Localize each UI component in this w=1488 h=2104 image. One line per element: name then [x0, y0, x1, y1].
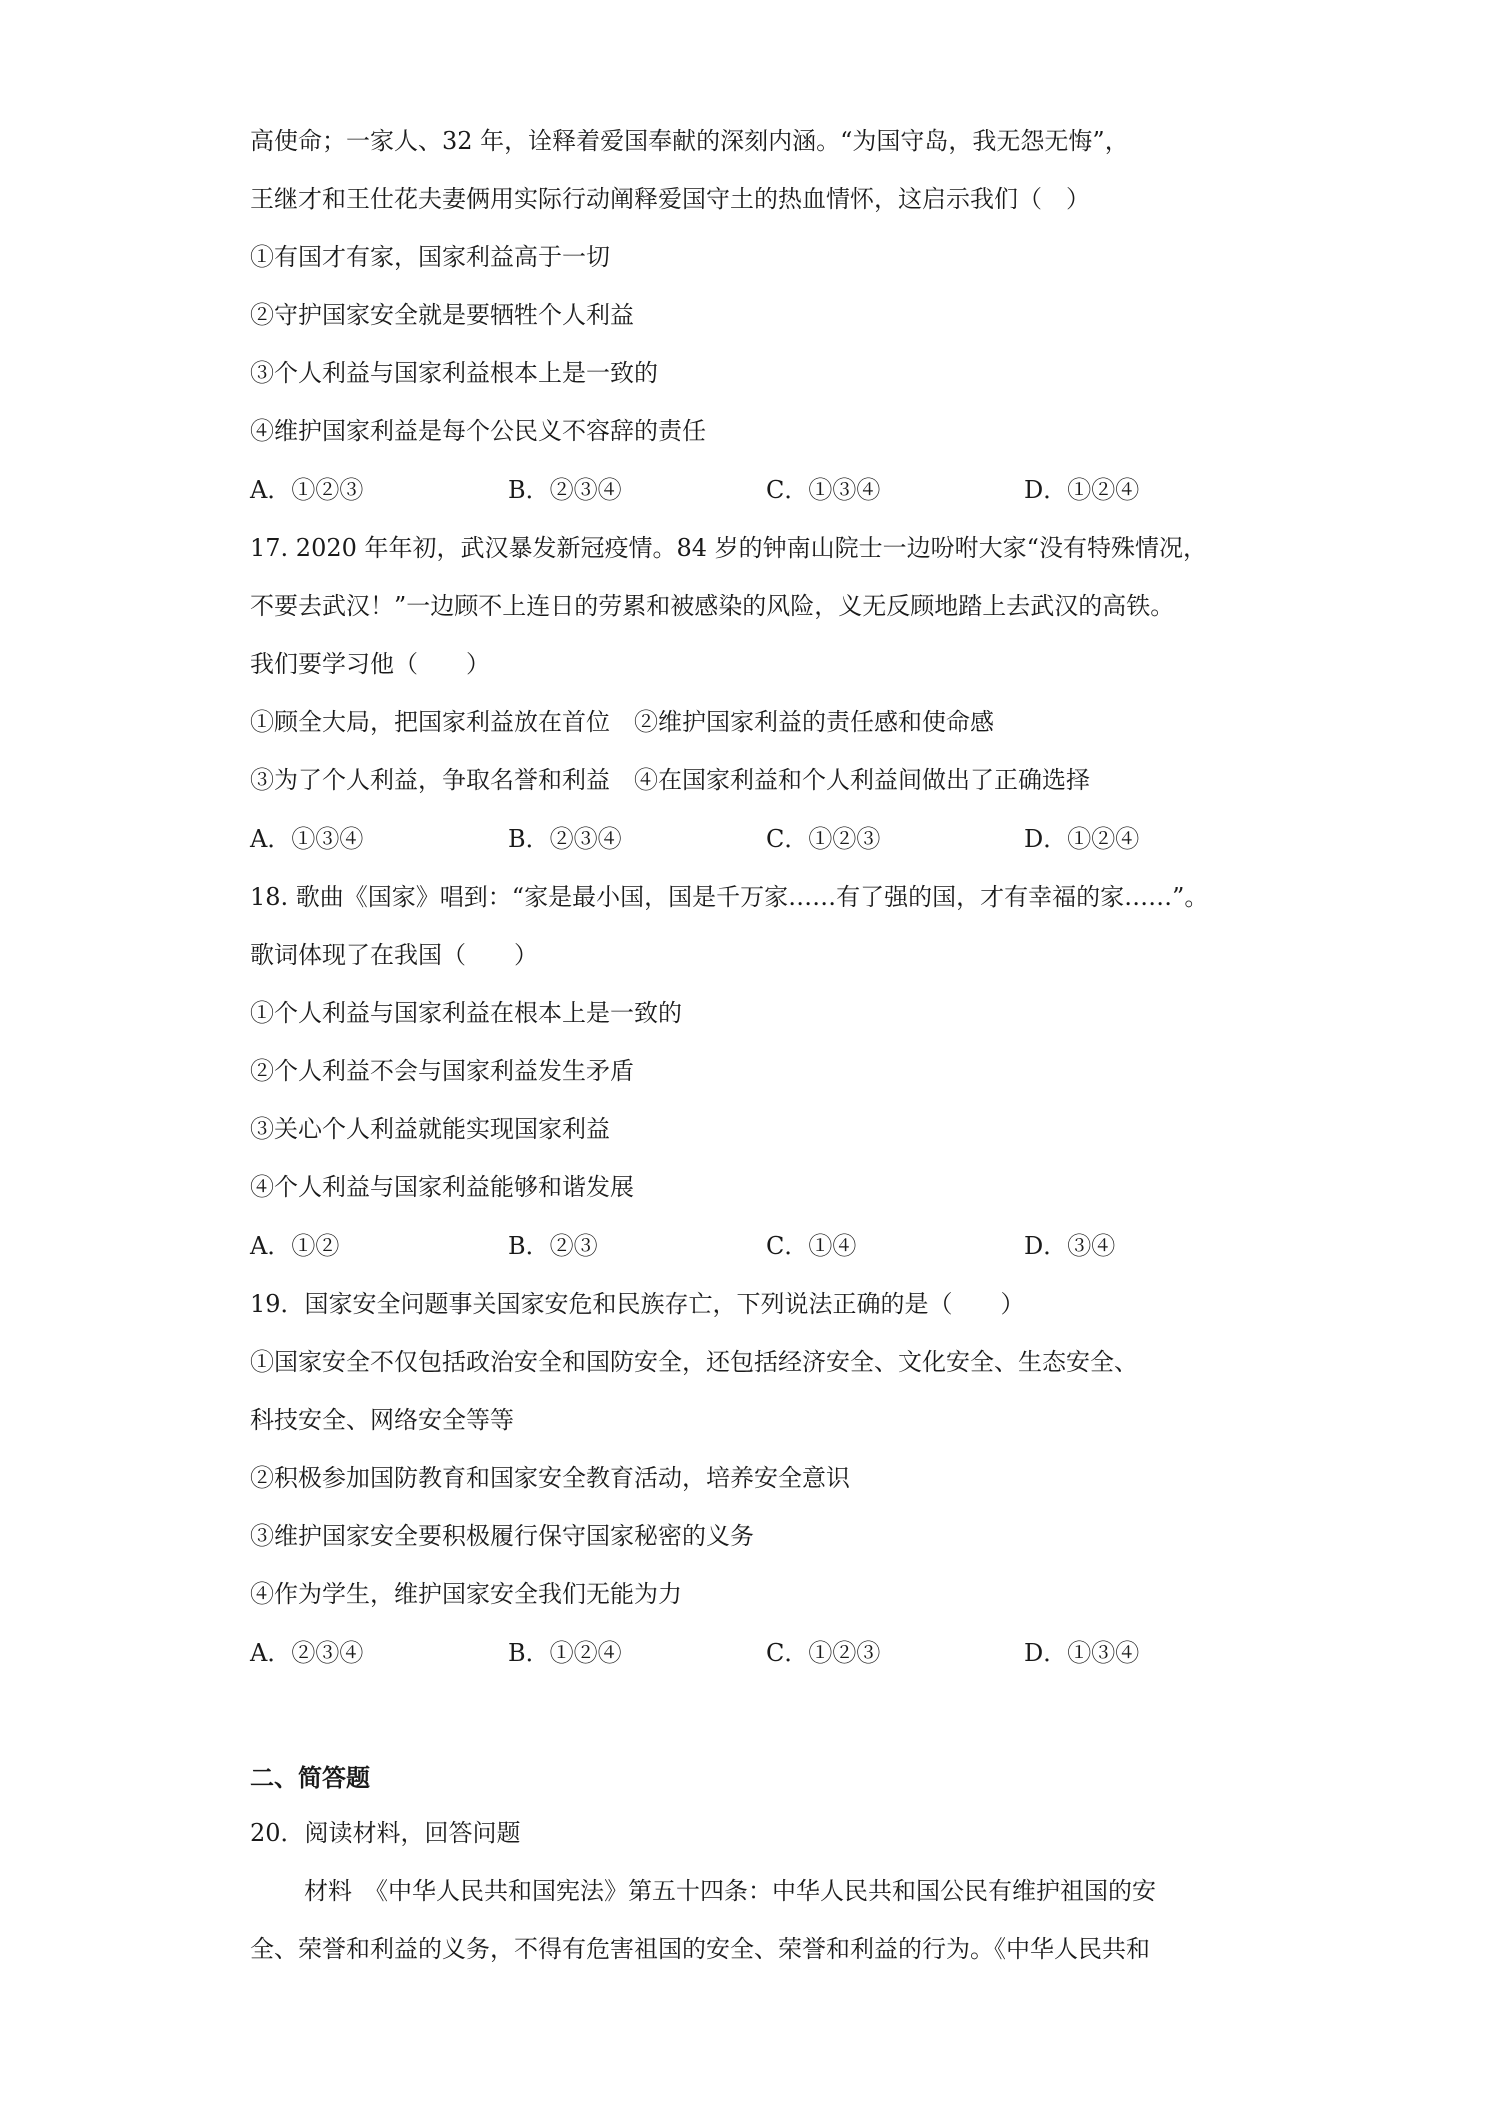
q16-statement-4: ④维护国家利益是每个公民义不容辞的责任 — [250, 417, 706, 445]
q17-option-c: C．①②③ — [766, 825, 881, 853]
q16-line-1: 高使命；一家人、32 年，诠释着爱国奉献的深刻内涵。“为国守岛，我无怨无悔”， — [250, 127, 1129, 155]
q20-material-line-1: 材料 《中华人民共和国宪法》第五十四条：中华人民共和国公民有维护祖国的安 — [304, 1877, 1156, 1905]
q19-option-a: A．②③④ — [250, 1639, 364, 1667]
q16-option-a: A．①②③ — [250, 476, 364, 504]
q18-option-d: D．③④ — [1024, 1232, 1116, 1260]
q19-stem: 19．国家安全问题事关国家安危和民族存亡，下列说法正确的是（ ） — [250, 1290, 1025, 1318]
q19-statement-1-line-1: ①国家安全不仅包括政治安全和国防安全，还包括经济安全、文化安全、生态安全、 — [250, 1348, 1138, 1376]
q18-option-c: C．①④ — [766, 1232, 857, 1260]
q20-material-line-2: 全、荣誉和利益的义务，不得有危害祖国的安全、荣誉和利益的行为。《中华人民共和 — [250, 1935, 1150, 1963]
q18-stem-line-2: 歌词体现了在我国（ ） — [250, 941, 538, 969]
q16-statement-3: ③个人利益与国家利益根本上是一致的 — [250, 359, 658, 387]
q16-option-b: B．②③④ — [508, 476, 622, 504]
q17-stem-line-1: 17. 2020 年年初，武汉暴发新冠疫情。84 岁的钟南山院士一边吩咐大家“没有特殊情况， — [250, 534, 1207, 562]
q19-statement-3: ③维护国家安全要积极履行保守国家秘密的义务 — [250, 1522, 754, 1550]
q18-statement-4: ④个人利益与国家利益能够和谐发展 — [250, 1173, 634, 1201]
q16-line-2: 王继才和王仕花夫妻俩用实际行动阐释爱国守土的热血情怀，这启示我们（ ） — [250, 185, 1090, 213]
q18-statement-3: ③关心个人利益就能实现国家利益 — [250, 1115, 610, 1143]
q20-title: 20．阅读材料，回答问题 — [250, 1819, 521, 1847]
q18-statement-2: ②个人利益不会与国家利益发生矛盾 — [250, 1057, 634, 1085]
q19-statement-2: ②积极参加国防教育和国家安全教育活动，培养安全意识 — [250, 1464, 850, 1492]
q17-stem-line-2: 不要去武汉！”一边顾不上连日的劳累和被感染的风险，义无反顾地踏上去武汉的高铁。 — [250, 592, 1175, 620]
q17-statements-3-4: ③为了个人利益，争取名誉和利益 ④在国家利益和个人利益间做出了正确选择 — [250, 766, 1090, 794]
q19-options — [250, 1636, 1250, 1670]
q16-option-d: D．①②④ — [1024, 476, 1140, 504]
q17-option-a: A．①③④ — [250, 825, 364, 853]
q16-option-c: C．①③④ — [766, 476, 881, 504]
q18-option-b: B．②③ — [508, 1232, 598, 1260]
q19-option-b: B．①②④ — [508, 1639, 622, 1667]
q16-statement-1: ①有国才有家，国家利益高于一切 — [250, 243, 610, 271]
q19-option-c: C．①②③ — [766, 1639, 881, 1667]
q19-statement-4: ④作为学生，维护国家安全我们无能为力 — [250, 1580, 682, 1608]
q17-option-b: B．②③④ — [508, 825, 622, 853]
q17-stem-line-3: 我们要学习他（ ） — [250, 650, 490, 678]
q17-option-d: D．①②④ — [1024, 825, 1140, 853]
q19-statement-1-line-2: 科技安全、网络安全等等 — [250, 1406, 514, 1434]
q16-options — [250, 473, 1250, 507]
section-heading: 二、简答题 — [250, 1764, 370, 1792]
q18-statement-1: ①个人利益与国家利益在根本上是一致的 — [250, 999, 682, 1027]
q18-stem-line-1: 18. 歌曲《国家》唱到：“家是最小国，国是千万家……有了强的国，才有幸福的家……”。 — [250, 883, 1209, 911]
q18-options — [250, 1229, 1250, 1263]
q17-statements-1-2: ①顾全大局，把国家利益放在首位 ②维护国家利益的责任感和使命感 — [250, 708, 994, 736]
q17-options — [250, 822, 1250, 856]
q18-option-a: A．①② — [250, 1232, 340, 1260]
q16-statement-2: ②守护国家安全就是要牺牲个人利益 — [250, 301, 634, 329]
q19-option-d: D．①③④ — [1024, 1639, 1140, 1667]
